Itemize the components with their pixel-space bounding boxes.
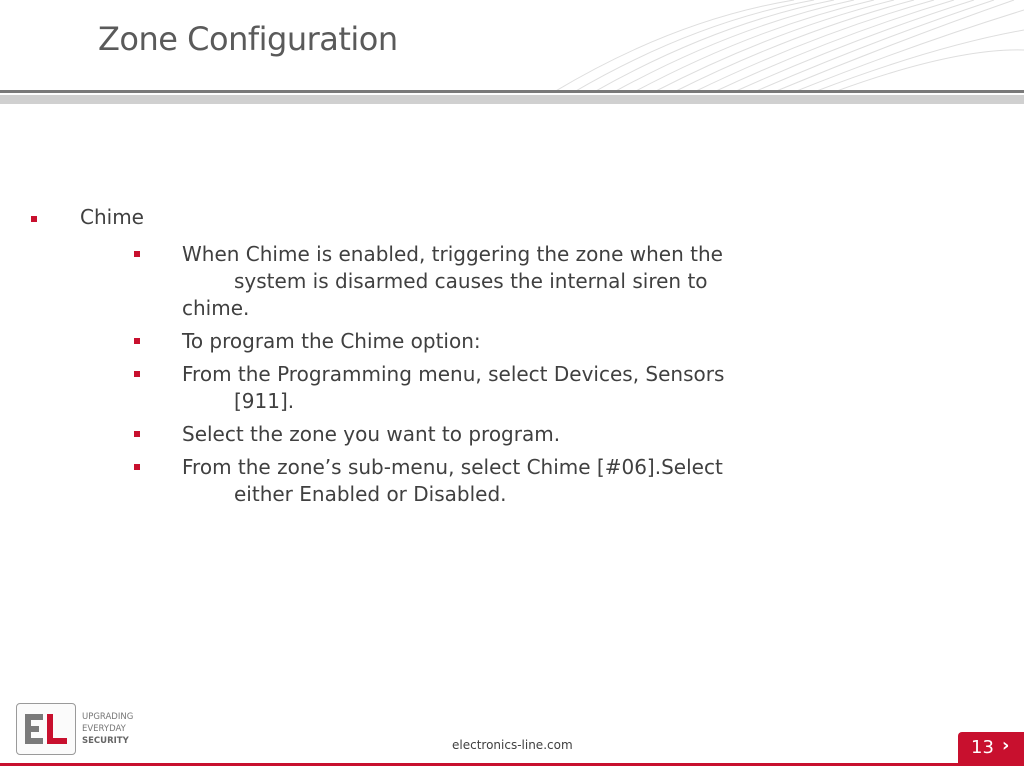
bullet-square-icon bbox=[31, 216, 37, 222]
footer-divider bbox=[0, 763, 1024, 766]
logo-tagline-line: SECURITY bbox=[82, 736, 129, 746]
bullet-square-icon bbox=[134, 431, 140, 437]
sub-bullet-line: From the Programming menu, select Devices, Sensors bbox=[182, 362, 725, 386]
bullet-square-icon bbox=[134, 338, 140, 344]
sub-bullet-line: To program the Chime option: bbox=[182, 329, 481, 353]
sub-bullet-line: Select the zone you want to program. bbox=[182, 422, 561, 446]
slide-title: Zone Configuration bbox=[98, 20, 398, 58]
page-number: 13 bbox=[971, 737, 994, 758]
chevron-right-icon[interactable]: › bbox=[1002, 735, 1010, 756]
sub-bullet bbox=[182, 328, 822, 355]
sub-bullet bbox=[182, 241, 822, 322]
page-number-badge bbox=[958, 732, 1024, 765]
website-link[interactable]: electronics-line.com bbox=[452, 738, 573, 752]
sub-bullet-line: chime. bbox=[182, 296, 250, 320]
sub-bullet bbox=[182, 361, 822, 415]
sub-bullet-line: From the zone’s sub-menu, select Chime [#06].Select bbox=[182, 455, 723, 479]
sub-bullet-line: system is disarmed causes the internal siren to bbox=[234, 269, 708, 293]
el-logo-icon bbox=[16, 703, 76, 755]
logo-tagline-line: UPGRADING bbox=[82, 712, 134, 722]
sub-bullet-line: When Chime is enabled, triggering the zone when the bbox=[182, 242, 723, 266]
sub-bullet-line: [911]. bbox=[234, 389, 295, 413]
logo-tagline bbox=[82, 711, 133, 747]
sub-bullet-line: either Enabled or Disabled. bbox=[234, 482, 507, 506]
decorative-line-pattern bbox=[554, 0, 1024, 92]
sub-bullet bbox=[182, 454, 822, 508]
logo-tagline-line: EVERYDAY bbox=[82, 724, 126, 734]
title-divider-shadow bbox=[0, 95, 1024, 104]
bullet-chime: Chime bbox=[80, 205, 144, 229]
sub-bullet bbox=[182, 421, 822, 448]
bullet-square-icon bbox=[134, 251, 140, 257]
bullet-square-icon bbox=[134, 371, 140, 377]
bullet-square-icon bbox=[134, 464, 140, 470]
title-divider bbox=[0, 90, 1024, 93]
